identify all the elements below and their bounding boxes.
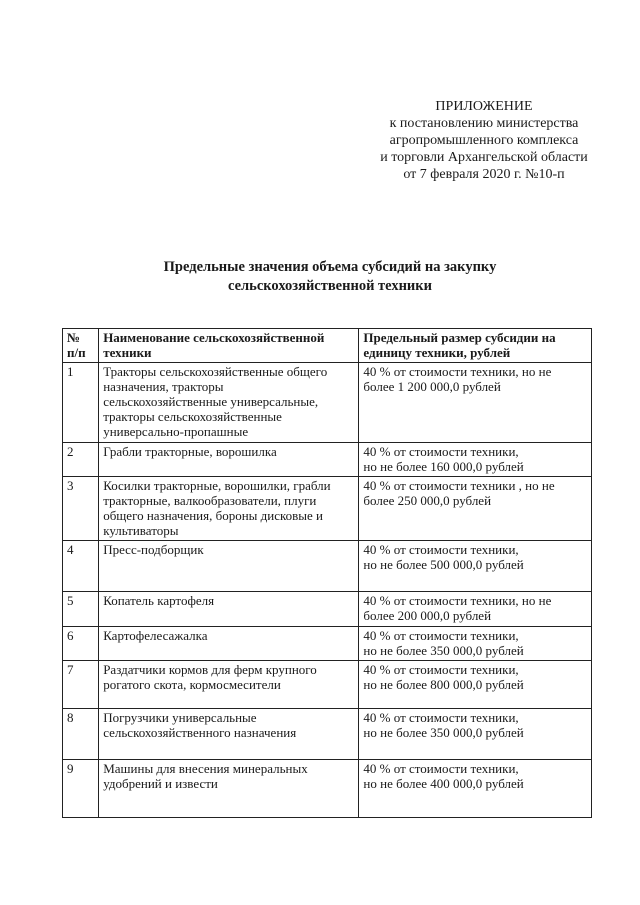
appendix-block	[360, 98, 608, 183]
appendix-heading: ПРИЛОЖЕНИЕ	[435, 99, 533, 114]
row-name: Погрузчики универсальные сельскохозяйственного назначения	[99, 709, 359, 760]
appendix-line: к постановлению министерства	[389, 116, 579, 131]
row-limit: 40 % от стоимости техники, но не более 160 000,0 рублей	[359, 443, 592, 477]
table-row	[63, 760, 592, 818]
appendix-date-line: от 7 февраля 2020 г. №10-п	[403, 167, 565, 182]
row-num: 8	[63, 709, 99, 760]
row-limit: 40 % от стоимости техники, но не более 350 000,0 рублей	[359, 627, 592, 661]
row-name: Машины для внесения минеральных удобрений и извести	[99, 760, 359, 818]
title-line-2: сельскохозяйственной техники	[227, 278, 432, 294]
table-row	[63, 443, 592, 477]
row-num: 6	[63, 627, 99, 661]
table-row	[63, 541, 592, 592]
table-row	[63, 627, 592, 661]
row-num: 5	[63, 592, 99, 627]
header-num: № п/п	[63, 329, 99, 363]
appendix-line: и торговли Архангельской области	[380, 150, 588, 165]
title-line-1: Предельные значения объема субсидий на закупку	[163, 259, 497, 275]
table-row	[63, 709, 592, 760]
row-name: Косилки тракторные, ворошилки, грабли тракторные, валкообразователи, плуги общего назначения, бороны дисковые и культиваторы	[99, 477, 359, 541]
row-limit: 40 % от стоимости техники, но не более 200 000,0 рублей	[359, 592, 592, 627]
table-row	[63, 363, 592, 443]
row-limit: 40 % от стоимости техники , но не более 250 000,0 рублей	[359, 477, 592, 541]
table-row	[63, 592, 592, 627]
row-limit: 40 % от стоимости техники, но не более 1 200 000,0 рублей	[359, 363, 592, 443]
table-row	[63, 661, 592, 709]
header-limit: Предельный размер субсидии на единицу техники, рублей	[359, 329, 592, 363]
table-row	[63, 477, 592, 541]
row-num: 9	[63, 760, 99, 818]
row-name: Грабли тракторные, ворошилка	[99, 443, 359, 477]
subsidy-table	[62, 328, 592, 818]
row-num: 2	[63, 443, 99, 477]
row-num: 4	[63, 541, 99, 592]
row-name: Раздатчики кормов для ферм крупного рогатого скота, кормосмесители	[99, 661, 359, 709]
row-name: Пресс-подборщик	[99, 541, 359, 592]
document-title	[130, 258, 530, 296]
row-limit: 40 % от стоимости техники, но не более 500 000,0 рублей	[359, 541, 592, 592]
row-num: 3	[63, 477, 99, 541]
row-num: 1	[63, 363, 99, 443]
row-num: 7	[63, 661, 99, 709]
row-name: Копатель картофеля	[99, 592, 359, 627]
row-name: Картофелесажалка	[99, 627, 359, 661]
row-limit: 40 % от стоимости техники, но не более 350 000,0 рублей	[359, 709, 592, 760]
table-header-row	[63, 329, 592, 363]
header-name: Наименование сельскохозяйственной техники	[99, 329, 359, 363]
row-name: Тракторы сельскохозяйственные общего назначения, тракторы сельскохозяйственные универсальные, тракторы сельскохозяйственные универсально-пропашные	[99, 363, 359, 443]
appendix-line: агропромышленного комплекса	[389, 133, 579, 148]
row-limit: 40 % от стоимости техники, но не более 400 000,0 рублей	[359, 760, 592, 818]
row-limit: 40 % от стоимости техники, но не более 800 000,0 рублей	[359, 661, 592, 709]
